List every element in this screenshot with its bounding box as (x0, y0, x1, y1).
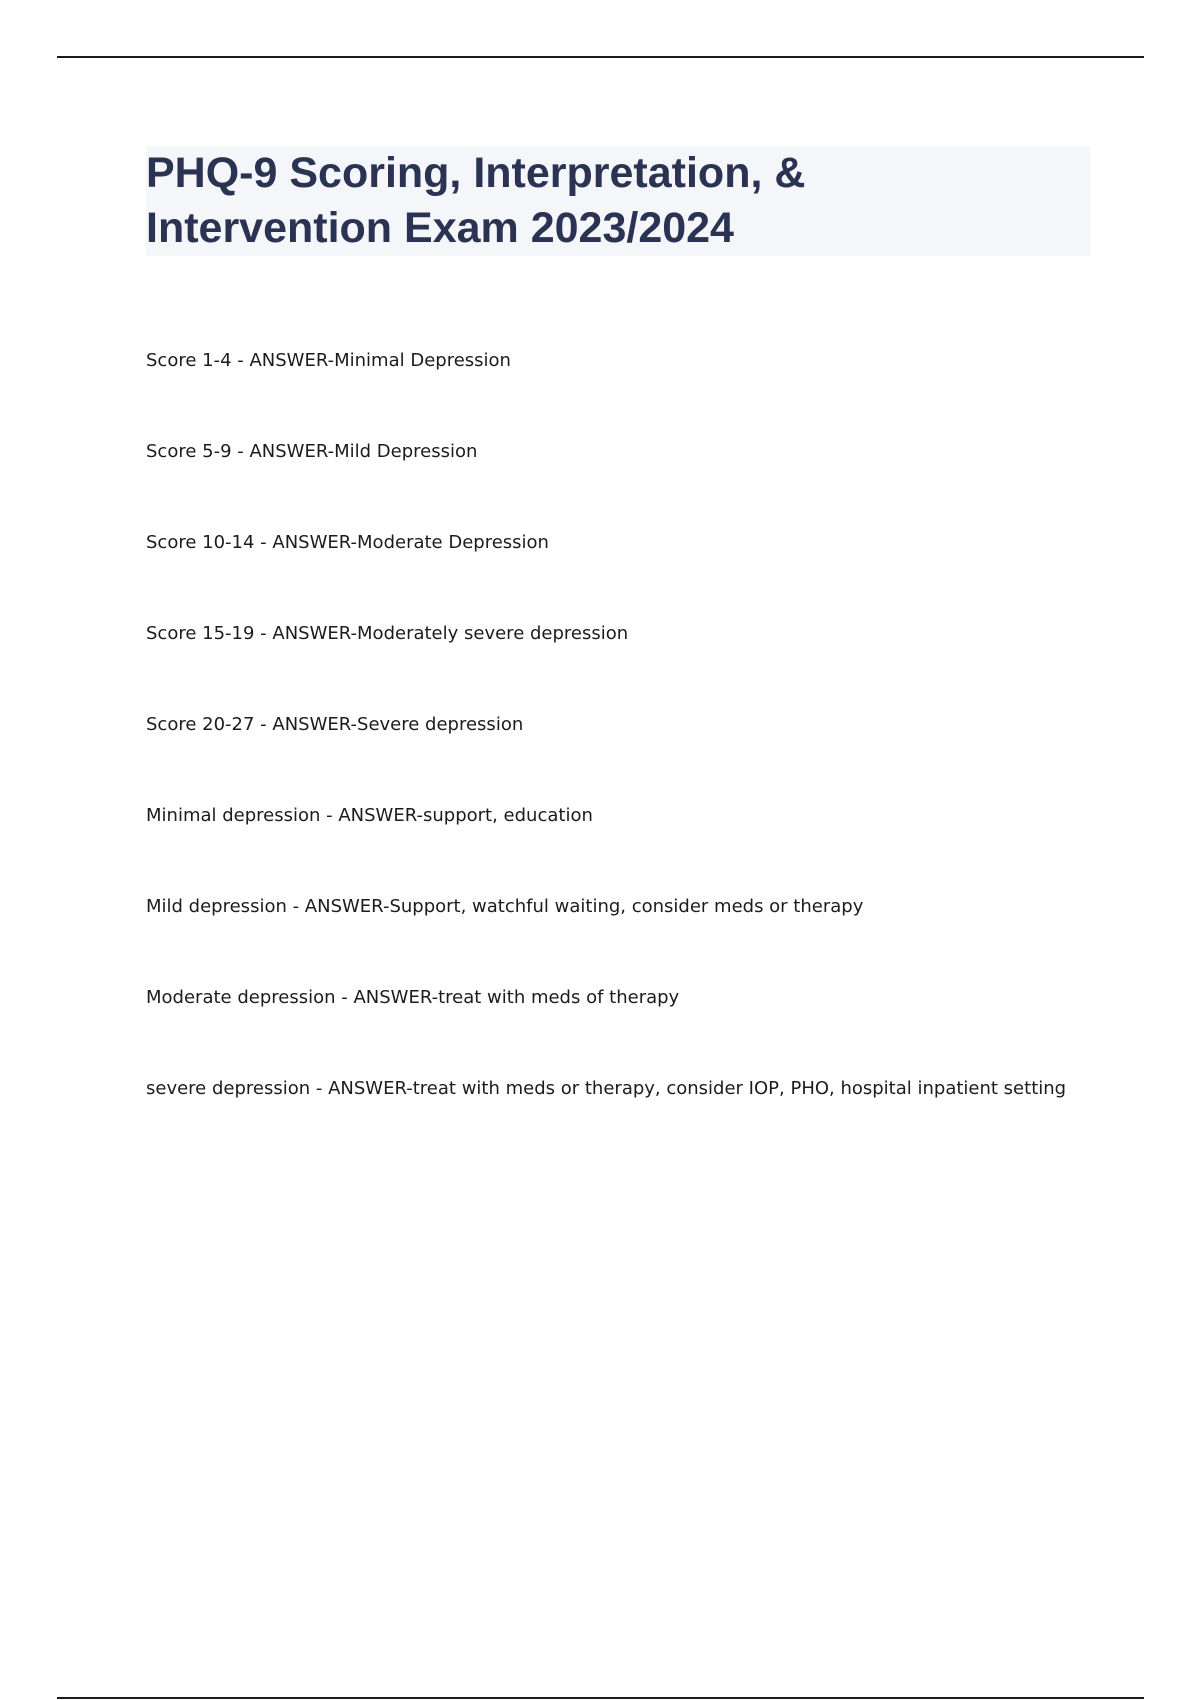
qa-item-score-10-14: Score 10-14 - ANSWER-Moderate Depression (146, 532, 549, 553)
qa-item-score-15-19: Score 15-19 - ANSWER-Moderately severe depression (146, 623, 629, 644)
qa-item-minimal-depression: Minimal depression - ANSWER-support, education (146, 805, 593, 826)
qa-item-mild-depression: Mild depression - ANSWER-Support, watchful waiting, consider meds or therapy (146, 896, 864, 917)
qa-item-score-5-9: Score 5-9 - ANSWER-Mild Depression (146, 441, 478, 462)
qa-item-moderate-depression: Moderate depression - ANSWER-treat with meds of therapy (146, 987, 680, 1008)
qa-item-score-20-27: Score 20-27 - ANSWER-Severe depression (146, 714, 524, 735)
qa-item-severe-depression: severe depression - ANSWER-treat with meds or therapy, consider IOP, PHO, hospital inpatient setting (146, 1078, 1067, 1099)
top-divider (57, 56, 1144, 58)
document-title: PHQ-9 Scoring, Interpretation, & Intervention Exam 2023/2024 (146, 149, 806, 252)
qa-item-score-1-4: Score 1-4 - ANSWER-Minimal Depression (146, 350, 511, 371)
title-block (146, 146, 1090, 256)
bottom-divider (57, 1697, 1144, 1699)
qa-list (146, 336, 1106, 1155)
